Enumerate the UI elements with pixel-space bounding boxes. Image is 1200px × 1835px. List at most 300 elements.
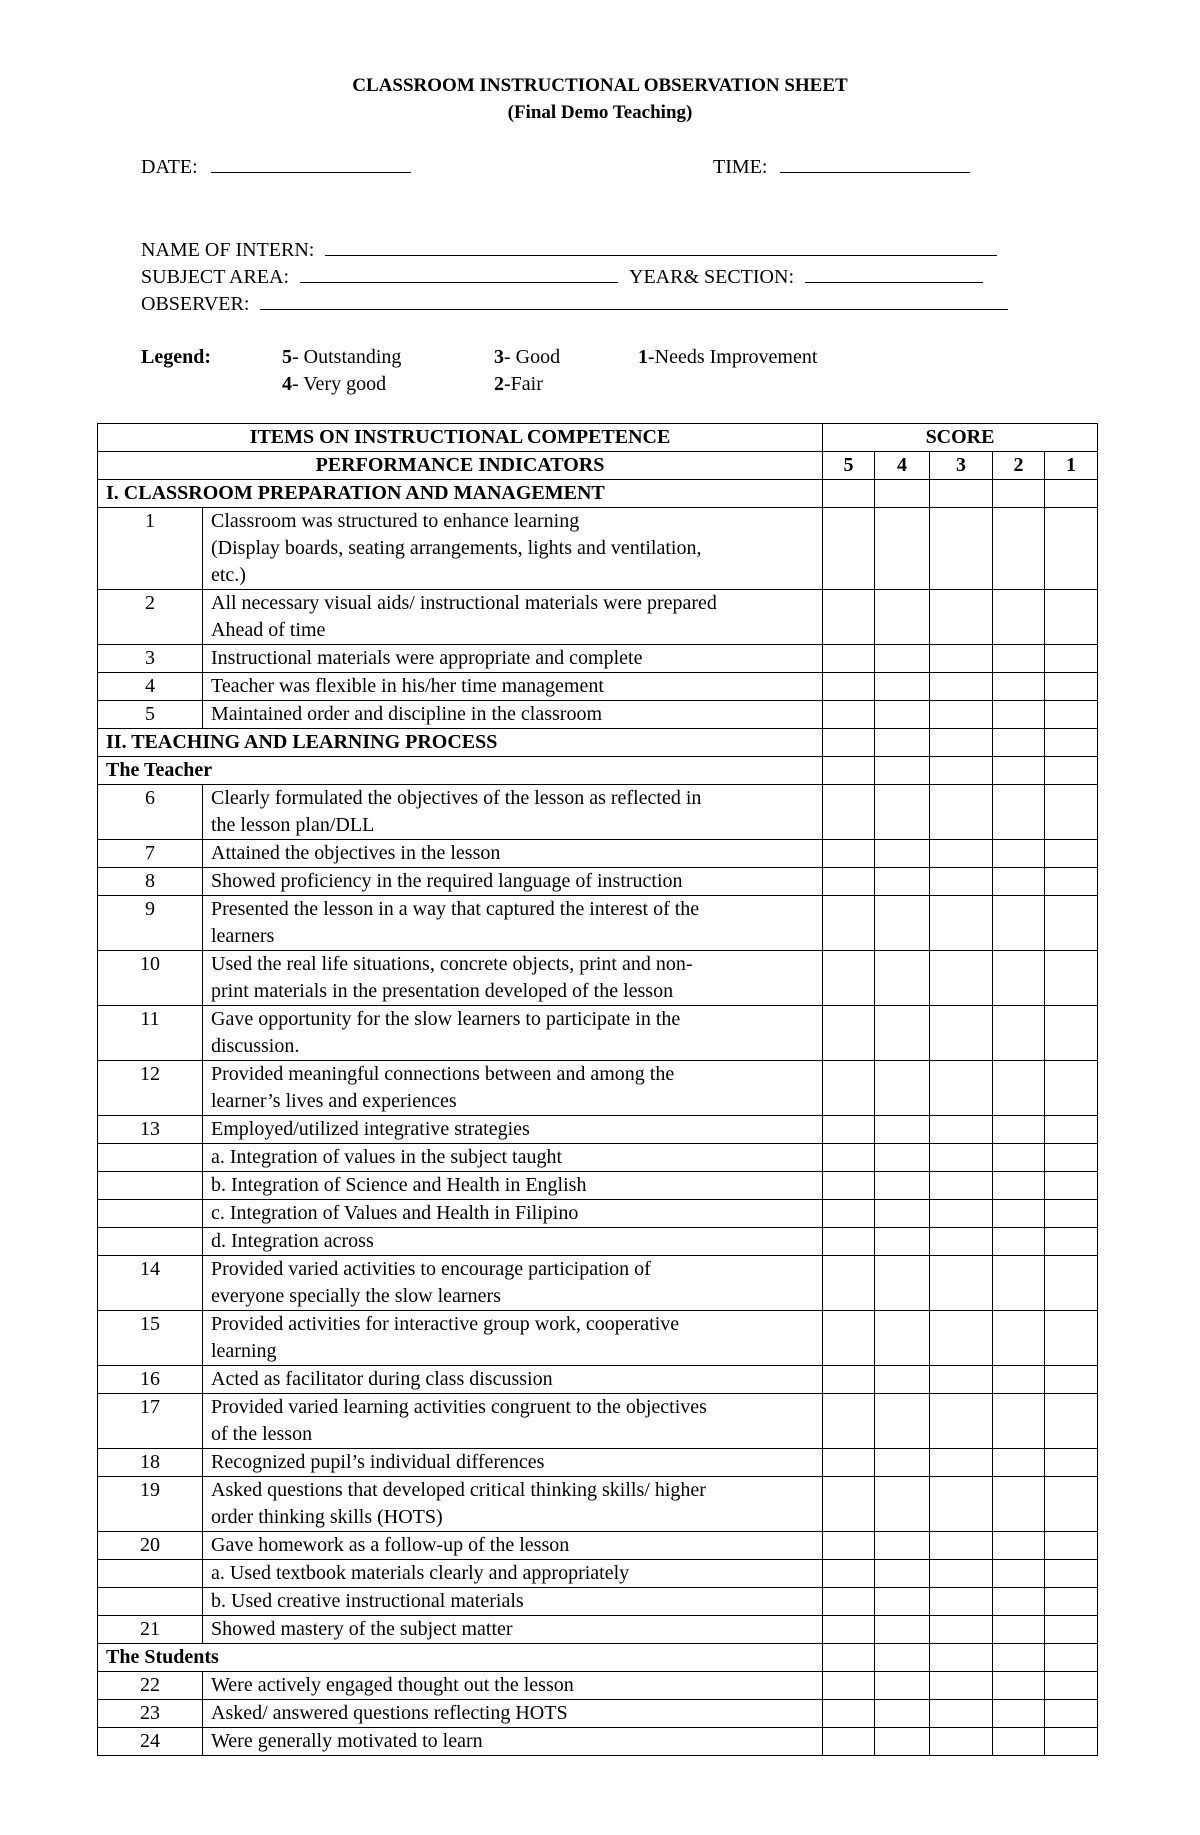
- score-cell-1[interactable]: [1045, 1061, 1098, 1116]
- score-cell-5[interactable]: [823, 1256, 875, 1311]
- score-cell-4[interactable]: [875, 840, 930, 868]
- indicator-line: learners: [211, 925, 275, 947]
- subject-label: SUBJECT AREA:: [141, 266, 289, 288]
- year-section-label: YEAR& SECTION:: [629, 266, 794, 288]
- table-row: [98, 645, 1098, 673]
- score-cell-1[interactable]: [1045, 840, 1098, 868]
- observer-field[interactable]: [141, 289, 1008, 317]
- score-cell-3[interactable]: [930, 951, 993, 1006]
- table-row: [98, 1200, 1098, 1228]
- score-cell-2[interactable]: [993, 1144, 1045, 1172]
- score-cell-3[interactable]: [930, 729, 993, 757]
- score-cell-3[interactable]: [930, 1728, 993, 1756]
- table-row: [98, 673, 1098, 701]
- item-number: 8: [98, 868, 203, 896]
- score-cell-3[interactable]: [930, 1588, 993, 1616]
- table-row: [98, 590, 1098, 645]
- score-cell-3[interactable]: [930, 1172, 993, 1200]
- score-cell-1[interactable]: [1045, 1449, 1098, 1477]
- score-cell-2[interactable]: [993, 1061, 1045, 1116]
- score-cell-3[interactable]: [930, 590, 993, 645]
- score-cell-4[interactable]: [875, 1560, 930, 1588]
- score-cell-1[interactable]: [1045, 951, 1098, 1006]
- indicator-text: [203, 1200, 823, 1228]
- score-cell-4[interactable]: [875, 1588, 930, 1616]
- score-cell-5[interactable]: [823, 701, 875, 729]
- score-cell-3[interactable]: [930, 896, 993, 951]
- score-cell-3[interactable]: [930, 1700, 993, 1728]
- score-cell-1[interactable]: [1045, 1311, 1098, 1366]
- score-cell-4[interactable]: [875, 1532, 930, 1560]
- score-cell-2[interactable]: [993, 673, 1045, 701]
- item-number: 19: [98, 1477, 203, 1532]
- score-cell-1[interactable]: [1045, 673, 1098, 701]
- score-cell-3[interactable]: [930, 1672, 993, 1700]
- score-cell-2[interactable]: [993, 1616, 1045, 1644]
- indicator-text: [203, 1394, 823, 1449]
- score-cell-1[interactable]: [1045, 1200, 1098, 1228]
- date-blank[interactable]: [211, 152, 411, 173]
- indicator-text: [203, 896, 823, 951]
- score-cell-4[interactable]: [875, 1228, 930, 1256]
- indicator-text: [203, 1006, 823, 1061]
- section-row: [98, 729, 1098, 757]
- score-cell-2[interactable]: [993, 951, 1045, 1006]
- item-number: 6: [98, 785, 203, 840]
- year-section-blank[interactable]: [805, 262, 983, 283]
- score-cell-3[interactable]: [930, 1144, 993, 1172]
- table-row: [98, 1116, 1098, 1144]
- score-cell-1[interactable]: [1045, 1006, 1098, 1061]
- indicator-text: [203, 673, 823, 701]
- score-cell-4[interactable]: [875, 1116, 930, 1144]
- score-cell-2[interactable]: [993, 1560, 1045, 1588]
- indicator-line: Were actively engaged thought out the lesson: [211, 1674, 574, 1696]
- score-cell-2[interactable]: [993, 1172, 1045, 1200]
- table-row: [98, 1144, 1098, 1172]
- score-cell-2[interactable]: [993, 1366, 1045, 1394]
- item-number: 5: [98, 701, 203, 729]
- score-cell-1[interactable]: [1045, 480, 1098, 508]
- table-row: [98, 951, 1098, 1006]
- observer-blank[interactable]: [260, 289, 1008, 310]
- score-cell-3[interactable]: [930, 1616, 993, 1644]
- score-cell-2[interactable]: [993, 1256, 1045, 1311]
- score-cell-4[interactable]: [875, 1394, 930, 1449]
- table-row: [98, 1700, 1098, 1728]
- item-number: [98, 1200, 203, 1228]
- score-cell-1[interactable]: [1045, 1366, 1098, 1394]
- indicator-line: Asked questions that developed critical thinking skills/ higher: [211, 1479, 706, 1501]
- score-cell-3[interactable]: [930, 673, 993, 701]
- indicator-text: [203, 1532, 823, 1560]
- score-cell-3[interactable]: [930, 840, 993, 868]
- score-cell-2[interactable]: [993, 1006, 1045, 1061]
- score-cell-4[interactable]: [875, 480, 930, 508]
- indicator-text: [203, 1449, 823, 1477]
- score-cell-3[interactable]: [930, 480, 993, 508]
- indicator-line: Showed mastery of the subject matter: [211, 1618, 513, 1640]
- indicator-text: [203, 590, 823, 645]
- score-cell-5[interactable]: [823, 1116, 875, 1144]
- score-cell-1[interactable]: [1045, 1644, 1098, 1672]
- indicator-line: Asked/ answered questions reflecting HOTS: [211, 1702, 568, 1724]
- score-cell-5[interactable]: [823, 1061, 875, 1116]
- score-cell-4[interactable]: [875, 1200, 930, 1228]
- score-cell-5[interactable]: [823, 785, 875, 840]
- item-number: 4: [98, 673, 203, 701]
- item-number: 17: [98, 1394, 203, 1449]
- score-cell-3[interactable]: [930, 757, 993, 785]
- legend-item: 5- Outstanding: [282, 346, 402, 368]
- students-label: The Students: [98, 1644, 823, 1672]
- indicator-line: Gave homework as a follow-up of the lesson: [211, 1534, 570, 1556]
- score-cell-5[interactable]: [823, 1366, 875, 1394]
- table-row: [98, 1311, 1098, 1366]
- items-header: ITEMS ON INSTRUCTIONAL COMPETENCE: [98, 424, 823, 452]
- score-cell-3[interactable]: [930, 1644, 993, 1672]
- time-field[interactable]: [713, 152, 970, 180]
- score-cell-4[interactable]: [875, 508, 930, 590]
- score-col-header: 3: [930, 452, 993, 480]
- score-cell-3[interactable]: [930, 1200, 993, 1228]
- score-cell-5[interactable]: [823, 1172, 875, 1200]
- score-cell-3[interactable]: [930, 1477, 993, 1532]
- score-cell-4[interactable]: [875, 1366, 930, 1394]
- score-cell-2[interactable]: [993, 729, 1045, 757]
- score-cell-1[interactable]: [1045, 1728, 1098, 1756]
- section-row: [98, 757, 1098, 785]
- time-label: TIME:: [713, 156, 768, 178]
- score-cell-2[interactable]: [993, 1311, 1045, 1366]
- score-cell-1[interactable]: [1045, 1588, 1098, 1616]
- score-cell-3[interactable]: [930, 1366, 993, 1394]
- score-cell-2[interactable]: [993, 1532, 1045, 1560]
- score-cell-5[interactable]: [823, 1449, 875, 1477]
- table-row: [98, 840, 1098, 868]
- score-cell-5[interactable]: [823, 757, 875, 785]
- date-field[interactable]: [141, 152, 411, 180]
- item-number: 23: [98, 1700, 203, 1728]
- score-cell-5[interactable]: [823, 480, 875, 508]
- indicator-line: Provided meaningful connections between and among the: [211, 1063, 675, 1085]
- score-cell-2[interactable]: [993, 896, 1045, 951]
- score-cell-4[interactable]: [875, 1616, 930, 1644]
- score-cell-2[interactable]: [993, 701, 1045, 729]
- table-row: [98, 1532, 1098, 1560]
- score-cell-3[interactable]: [930, 1116, 993, 1144]
- indicator-text: [203, 1728, 823, 1756]
- item-number: 20: [98, 1532, 203, 1560]
- score-cell-2[interactable]: [993, 590, 1045, 645]
- score-cell-5[interactable]: [823, 1200, 875, 1228]
- score-cell-5[interactable]: [823, 1728, 875, 1756]
- score-cell-1[interactable]: [1045, 729, 1098, 757]
- table-row: [98, 1172, 1098, 1200]
- score-cell-1[interactable]: [1045, 896, 1098, 951]
- indicator-line: Teacher was flexible in his/her time management: [211, 675, 604, 697]
- score-cell-4[interactable]: [875, 1006, 930, 1061]
- table-row: [98, 868, 1098, 896]
- item-number: 7: [98, 840, 203, 868]
- score-cell-2[interactable]: [993, 840, 1045, 868]
- score-cell-3[interactable]: [930, 1256, 993, 1311]
- score-cell-5[interactable]: [823, 840, 875, 868]
- score-header: SCORE: [823, 424, 1098, 452]
- score-cell-3[interactable]: [930, 1394, 993, 1449]
- score-cell-5[interactable]: [823, 673, 875, 701]
- indicator-line: All necessary visual aids/ instructional materials were prepared: [211, 592, 717, 614]
- score-cell-1[interactable]: [1045, 1532, 1098, 1560]
- score-cell-5[interactable]: [823, 508, 875, 590]
- score-cell-2[interactable]: [993, 1477, 1045, 1532]
- header-row: [98, 424, 1098, 452]
- section-row: [98, 480, 1098, 508]
- score-cell-5[interactable]: [823, 1672, 875, 1700]
- score-cell-5[interactable]: [823, 1532, 875, 1560]
- score-cell-1[interactable]: [1045, 785, 1098, 840]
- score-cell-5[interactable]: [823, 590, 875, 645]
- intern-field[interactable]: [141, 235, 997, 263]
- score-cell-4[interactable]: [875, 757, 930, 785]
- indicator-text: [203, 1256, 823, 1311]
- score-cell-3[interactable]: [930, 1560, 993, 1588]
- date-label: DATE:: [141, 156, 198, 178]
- section-teaching-learning: II. TEACHING AND LEARNING PROCESS: [98, 729, 823, 757]
- legend-item: 3- Good: [494, 346, 561, 368]
- table-row: [98, 1256, 1098, 1311]
- score-cell-1[interactable]: [1045, 1172, 1098, 1200]
- score-cell-5[interactable]: [823, 1700, 875, 1728]
- indicator-line: Provided varied learning activities congruent to the objectives: [211, 1396, 707, 1418]
- time-blank[interactable]: [780, 152, 970, 173]
- score-cell-5[interactable]: [823, 951, 875, 1006]
- score-cell-3[interactable]: [930, 1449, 993, 1477]
- score-cell-2[interactable]: [993, 1728, 1045, 1756]
- score-cell-5[interactable]: [823, 1616, 875, 1644]
- score-cell-4[interactable]: [875, 701, 930, 729]
- score-cell-2[interactable]: [993, 1672, 1045, 1700]
- score-cell-3[interactable]: [930, 868, 993, 896]
- score-cell-3[interactable]: [930, 1311, 993, 1366]
- score-cell-2[interactable]: [993, 1394, 1045, 1449]
- score-cell-2[interactable]: [993, 645, 1045, 673]
- score-cell-5[interactable]: [823, 1311, 875, 1366]
- score-cell-2[interactable]: [993, 1228, 1045, 1256]
- indicator-line: of the lesson: [211, 1423, 313, 1445]
- score-cell-1[interactable]: [1045, 1477, 1098, 1532]
- item-number: 16: [98, 1366, 203, 1394]
- score-cell-5[interactable]: [823, 729, 875, 757]
- score-cell-4[interactable]: [875, 1061, 930, 1116]
- table-row: [98, 1477, 1098, 1532]
- item-number: [98, 1228, 203, 1256]
- score-col-header: 5: [823, 452, 875, 480]
- score-cell-4[interactable]: [875, 951, 930, 1006]
- score-cell-1[interactable]: [1045, 701, 1098, 729]
- teacher-label: The Teacher: [98, 757, 823, 785]
- score-cell-4[interactable]: [875, 1172, 930, 1200]
- score-cell-5[interactable]: [823, 1006, 875, 1061]
- score-cell-4[interactable]: [875, 1311, 930, 1366]
- section-classroom-preparation: I. CLASSROOM PREPARATION AND MANAGEMENT: [98, 480, 823, 508]
- intern-blank[interactable]: [325, 235, 997, 256]
- score-cell-2[interactable]: [993, 1449, 1045, 1477]
- score-cell-5[interactable]: [823, 1477, 875, 1532]
- score-cell-2[interactable]: [993, 1200, 1045, 1228]
- score-cell-1[interactable]: [1045, 1616, 1098, 1644]
- score-cell-2[interactable]: [993, 1700, 1045, 1728]
- table-row: [98, 896, 1098, 951]
- indicator-line: b. Integration of Science and Health in English: [211, 1174, 587, 1196]
- indicator-line: Clearly formulated the objectives of the lesson as reflected in: [211, 787, 702, 809]
- item-number: [98, 1588, 203, 1616]
- score-cell-4[interactable]: [875, 729, 930, 757]
- item-number: 13: [98, 1116, 203, 1144]
- item-number: [98, 1144, 203, 1172]
- indicator-line: Ahead of time: [211, 619, 326, 641]
- score-cell-1[interactable]: [1045, 1144, 1098, 1172]
- item-number: 18: [98, 1449, 203, 1477]
- score-cell-2[interactable]: [993, 508, 1045, 590]
- score-cell-2[interactable]: [993, 785, 1045, 840]
- item-number: 10: [98, 951, 203, 1006]
- item-number: 24: [98, 1728, 203, 1756]
- indicator-line: Instructional materials were appropriate and complete: [211, 647, 643, 669]
- score-cell-5[interactable]: [823, 1144, 875, 1172]
- table-row: [98, 1728, 1098, 1756]
- table-row: [98, 701, 1098, 729]
- score-cell-1[interactable]: [1045, 868, 1098, 896]
- score-cell-5[interactable]: [823, 1228, 875, 1256]
- legend-item: 4- Very good: [282, 373, 387, 395]
- score-cell-1[interactable]: [1045, 1228, 1098, 1256]
- score-cell-4[interactable]: [875, 785, 930, 840]
- score-cell-1[interactable]: [1045, 645, 1098, 673]
- indicator-line: Provided varied activities to encourage participation of: [211, 1258, 651, 1280]
- indicator-text: [203, 1560, 823, 1588]
- table-row: [98, 1006, 1098, 1061]
- subject-blank[interactable]: [300, 262, 618, 283]
- score-cell-1[interactable]: [1045, 757, 1098, 785]
- item-number: 22: [98, 1672, 203, 1700]
- score-cell-4[interactable]: [875, 1644, 930, 1672]
- indicator-line: Used the real life situations, concrete objects, print and non-: [211, 953, 693, 975]
- sheet-subtitle: (Final Demo Teaching): [507, 102, 693, 123]
- indicator-text: [203, 1228, 823, 1256]
- table-row: [98, 1560, 1098, 1588]
- score-cell-4[interactable]: [875, 1449, 930, 1477]
- score-cell-3[interactable]: [930, 1228, 993, 1256]
- indicator-line: Maintained order and discipline in the classroom: [211, 703, 603, 725]
- score-cell-1[interactable]: [1045, 1560, 1098, 1588]
- score-cell-4[interactable]: [875, 896, 930, 951]
- score-cell-5[interactable]: [823, 1560, 875, 1588]
- score-cell-5[interactable]: [823, 1644, 875, 1672]
- score-cell-1[interactable]: [1045, 1672, 1098, 1700]
- indicator-line: Acted as facilitator during class discussion: [211, 1368, 553, 1390]
- score-cell-2[interactable]: [993, 1644, 1045, 1672]
- indicator-text: [203, 1144, 823, 1172]
- score-cell-1[interactable]: [1045, 1700, 1098, 1728]
- score-col-header: 4: [875, 452, 930, 480]
- score-cell-4[interactable]: [875, 1700, 930, 1728]
- score-cell-1[interactable]: [1045, 1394, 1098, 1449]
- score-cell-3[interactable]: [930, 1006, 993, 1061]
- indicator-line: order thinking skills (HOTS): [211, 1506, 443, 1528]
- indicator-line: everyone specially the slow learners: [211, 1285, 501, 1307]
- score-cell-4[interactable]: [875, 1672, 930, 1700]
- score-cell-5[interactable]: [823, 1394, 875, 1449]
- table-row: [98, 1394, 1098, 1449]
- score-cell-2[interactable]: [993, 868, 1045, 896]
- indicator-line: print materials in the presentation developed of the lesson: [211, 980, 674, 1002]
- score-cell-4[interactable]: [875, 1477, 930, 1532]
- score-cell-2[interactable]: [993, 1588, 1045, 1616]
- score-cell-4[interactable]: [875, 673, 930, 701]
- indicators-header: PERFORMANCE INDICATORS: [98, 452, 823, 480]
- table-row: [98, 1588, 1098, 1616]
- subheader-row: [98, 452, 1098, 480]
- score-cell-3[interactable]: [930, 1532, 993, 1560]
- indicator-text: [203, 1061, 823, 1116]
- indicator-line: a. Used textbook materials clearly and appropriately: [211, 1562, 630, 1584]
- observation-table: [97, 423, 1098, 1756]
- score-cell-4[interactable]: [875, 590, 930, 645]
- score-cell-1[interactable]: [1045, 508, 1098, 590]
- indicator-line: Recognized pupil’s individual differences: [211, 1451, 545, 1473]
- legend-item: 2-Fair: [494, 373, 543, 395]
- score-cell-1[interactable]: [1045, 590, 1098, 645]
- item-number: 15: [98, 1311, 203, 1366]
- indicator-line: Attained the objectives in the lesson: [211, 842, 501, 864]
- table-row: [98, 1449, 1098, 1477]
- score-cell-4[interactable]: [875, 1256, 930, 1311]
- indicator-line: learner’s lives and experiences: [211, 1090, 457, 1112]
- score-cell-4[interactable]: [875, 868, 930, 896]
- indicator-line: the lesson plan/DLL: [211, 814, 375, 836]
- item-number: 12: [98, 1061, 203, 1116]
- score-cell-3[interactable]: [930, 508, 993, 590]
- score-cell-4[interactable]: [875, 1728, 930, 1756]
- indicator-text: [203, 951, 823, 1006]
- score-cell-3[interactable]: [930, 701, 993, 729]
- score-cell-4[interactable]: [875, 1144, 930, 1172]
- indicator-text: [203, 701, 823, 729]
- indicator-line: Classroom was structured to enhance learning: [211, 510, 580, 532]
- indicator-text: [203, 840, 823, 868]
- score-cell-3[interactable]: [930, 785, 993, 840]
- score-cell-2[interactable]: [993, 1116, 1045, 1144]
- indicator-text: [203, 1588, 823, 1616]
- score-cell-4[interactable]: [875, 645, 930, 673]
- score-cell-1[interactable]: [1045, 1116, 1098, 1144]
- indicator-text: [203, 645, 823, 673]
- score-cell-2[interactable]: [993, 480, 1045, 508]
- subject-field[interactable]: [141, 262, 983, 290]
- score-cell-3[interactable]: [930, 645, 993, 673]
- item-number: 2: [98, 590, 203, 645]
- indicator-text: [203, 1311, 823, 1366]
- score-cell-5[interactable]: [823, 645, 875, 673]
- score-cell-5[interactable]: [823, 868, 875, 896]
- score-cell-5[interactable]: [823, 1588, 875, 1616]
- score-cell-5[interactable]: [823, 896, 875, 951]
- observer-label: OBSERVER:: [141, 293, 250, 315]
- score-cell-2[interactable]: [993, 757, 1045, 785]
- score-cell-1[interactable]: [1045, 1256, 1098, 1311]
- score-cell-3[interactable]: [930, 1061, 993, 1116]
